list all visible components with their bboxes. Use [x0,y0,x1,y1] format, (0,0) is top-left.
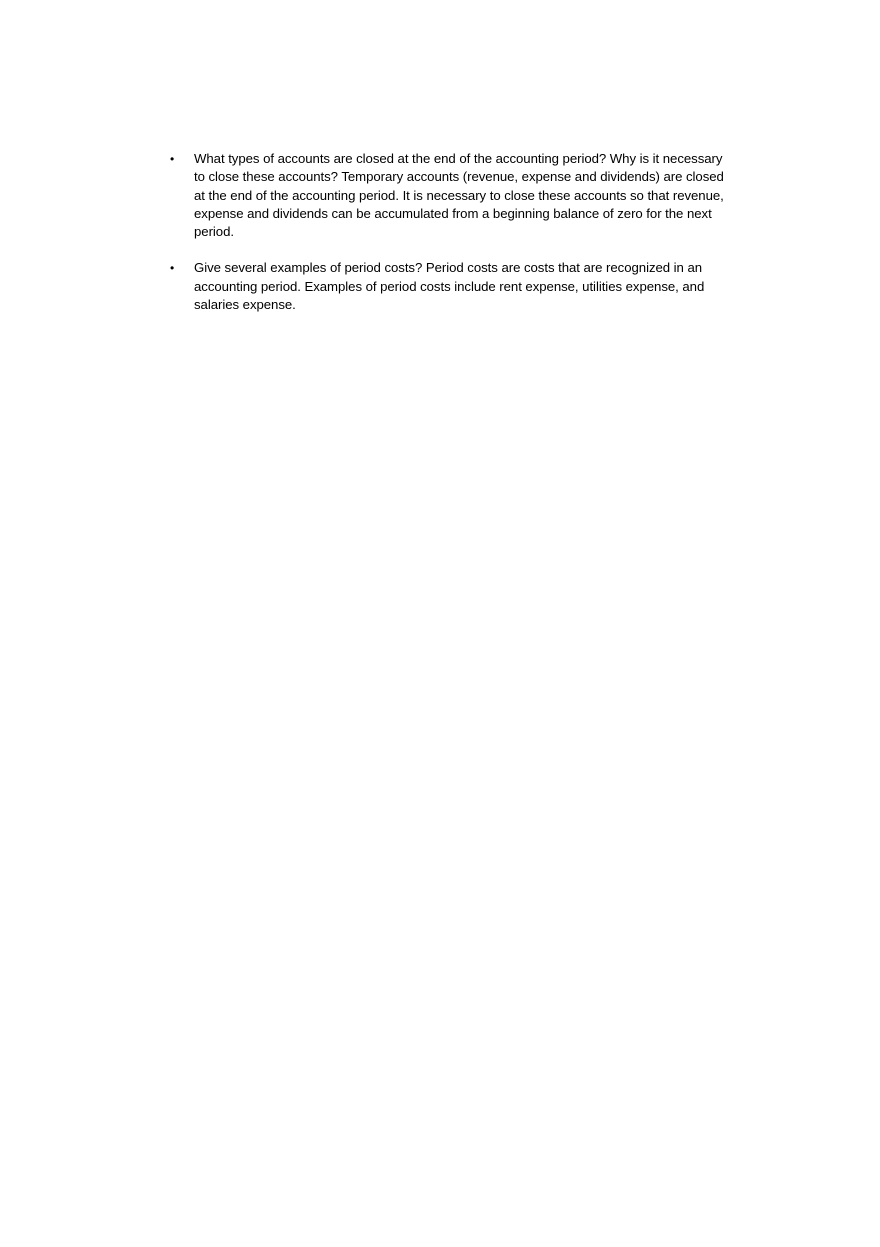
bullet-icon: • [170,152,175,166]
bullet-icon: • [170,261,175,276]
bullet-list [166,150,736,314]
document-body [166,150,736,314]
bullet-item-period-costs [166,259,736,314]
bullet-item-closing-accounts [166,150,736,241]
bullet-text: Give several examples of period costs? Period costs are costs that are recognized in an accounting period. Examples of period costs include rent expense, utilities expense, and salaries expense. [194,260,705,313]
bullet-text: What types of accounts are closed at the end of the accounting period? Why is it necessary to close these accounts? Temporary accounts (revenue, expense and dividends) are closed at the end of the accounting period. It is necessary to close these accounts so that revenue, expense and dividends can be accumulated from a beginning balance of zero for the next period. [194,151,724,240]
